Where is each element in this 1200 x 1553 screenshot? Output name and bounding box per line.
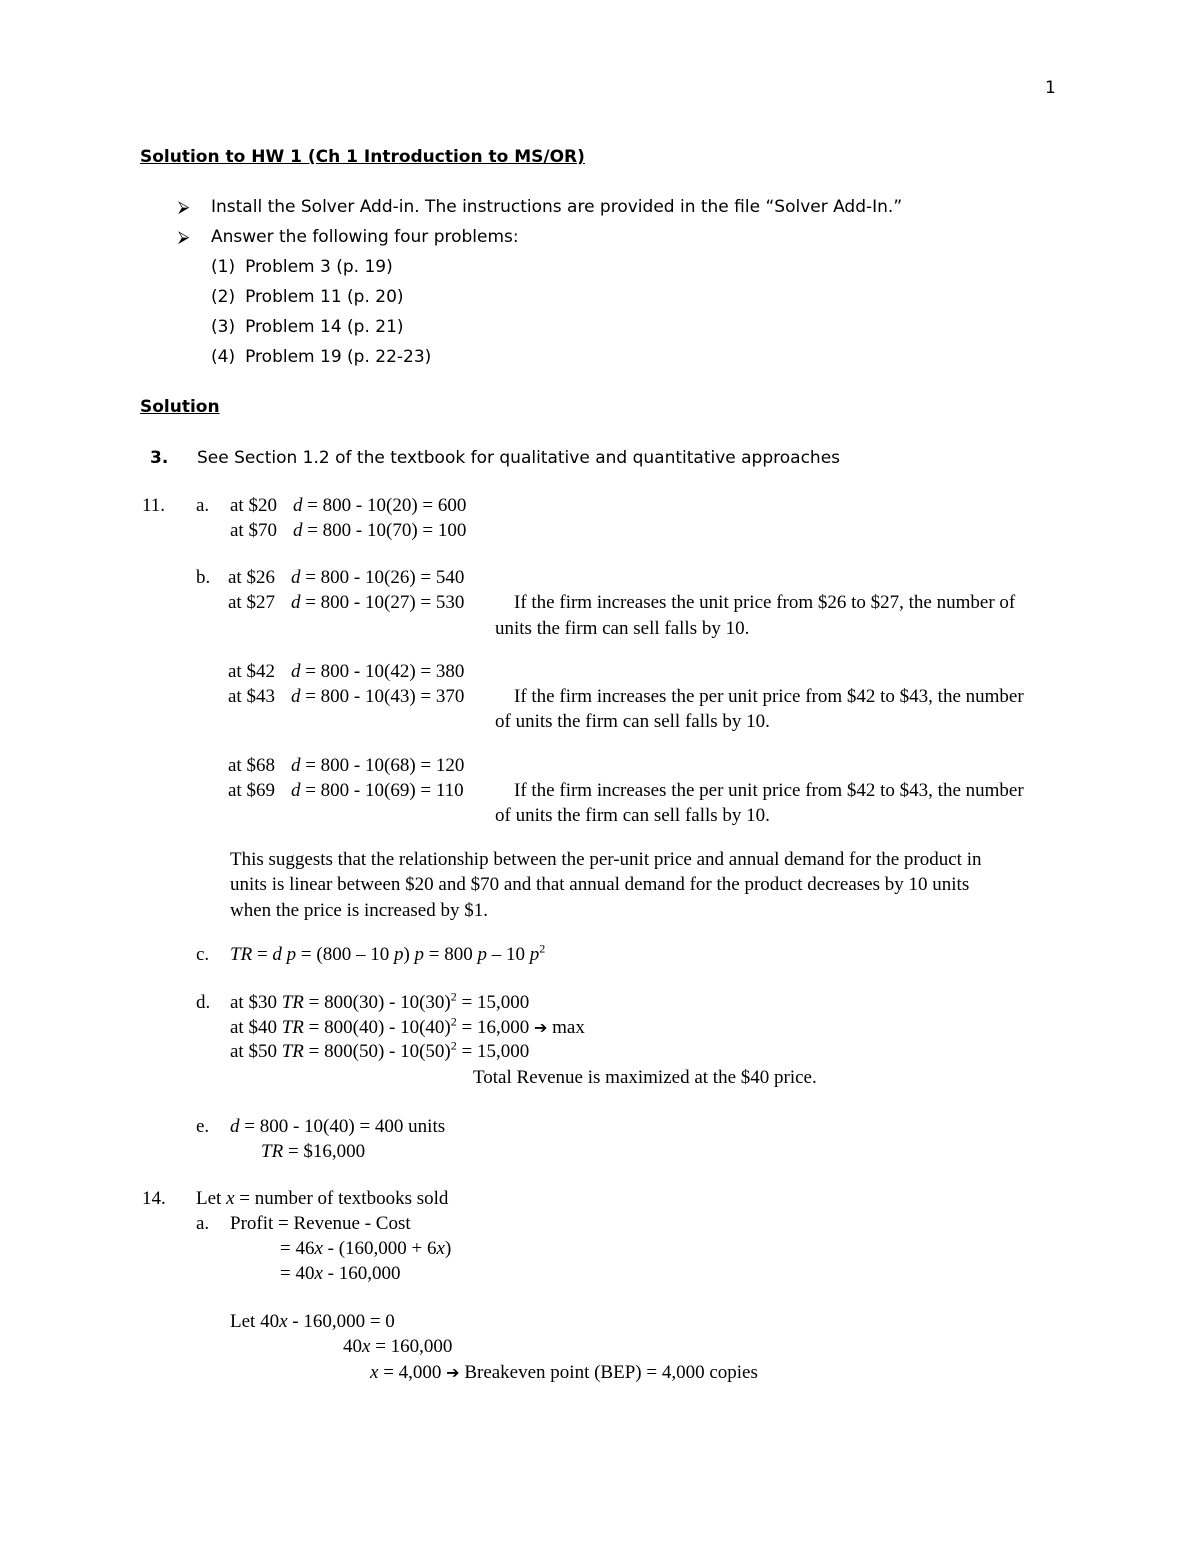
problem-list-item: (3) Problem 14 (p. 21) xyxy=(211,317,404,337)
revenue-conclusion: Total Revenue is maximized at the $40 price. xyxy=(473,1067,817,1088)
demand-line: at $68 d = 800 - 10(68) = 120 xyxy=(228,755,465,776)
profit-step: = 46x - (160,000 + 6x) xyxy=(280,1238,452,1259)
demand-line: at $42 d = 800 - 10(42) = 380 xyxy=(228,661,465,682)
summary-line: This suggests that the relationship between the per-unit price and annual demand for the product in xyxy=(230,849,982,870)
document-title: Solution to HW 1 (Ch 1 Introduction to MS/OR) xyxy=(140,147,585,167)
demand-line: at $26 d = 800 - 10(26) = 540 xyxy=(228,567,465,588)
part-label-e: e. xyxy=(196,1116,210,1137)
problem-3-answer: See Section 1.2 of the textbook for qualitative and quantitative approaches xyxy=(197,448,841,468)
demand-note: units the firm can sell falls by 10. xyxy=(495,618,750,639)
profit-step: = 40x - 160,000 xyxy=(280,1263,401,1284)
right-arrow-icon: ➔ xyxy=(446,1363,460,1382)
solution-heading: Solution xyxy=(140,397,220,417)
variable-definition: Let x = number of textbooks sold xyxy=(196,1188,449,1209)
demand-line: at $70 d = 800 - 10(70) = 100 xyxy=(230,520,467,541)
max-label: max xyxy=(552,1017,585,1038)
problem-14-number: 14. xyxy=(142,1188,166,1209)
part-label-d: d. xyxy=(196,992,211,1013)
problem-11-number: 11. xyxy=(142,495,166,516)
demand-note: If the firm increases the per unit price from $42 to $43, the number xyxy=(514,686,1024,707)
demand-note: of units the firm can sell falls by 10. xyxy=(495,711,770,732)
problem-list-item: (1) Problem 3 (p. 19) xyxy=(211,257,393,277)
demand-line: at $43 d = 800 - 10(43) = 370 xyxy=(228,686,465,707)
page-number: 1 xyxy=(1045,78,1056,98)
demand-line: at $69 d = 800 - 10(69) = 110 xyxy=(228,780,464,801)
demand-line: at $20 d = 800 - 10(20) = 600 xyxy=(230,495,467,516)
part-label-a: a. xyxy=(196,495,210,516)
profit-definition: Profit = Revenue - Cost xyxy=(230,1213,411,1234)
bullet-answer-problems: Answer the following four problems: xyxy=(211,227,519,247)
breakeven-result: x = 4,000 ➔ Breakeven point (BEP) = 4,000 copies xyxy=(370,1362,758,1383)
summary-line: when the price is increased by $1. xyxy=(230,900,488,921)
problem-list-item: (2) Problem 11 (p. 20) xyxy=(211,287,404,307)
revenue-line: at $50 TR = $800(50) - 10(50)^2 = 15,000$ xyxy=(230,1038,530,1062)
demand-note: of units the firm can sell falls by 10. xyxy=(495,805,770,826)
total-revenue-formula: TR = d p = (800 – 10 p) p = 800 p – 10 $p^2$ xyxy=(230,941,546,965)
breakeven-step: 40x = 160,000 xyxy=(343,1336,453,1357)
demand-line: at $27 d = 800 - 10(27) = 530 xyxy=(228,592,465,613)
part-label-a: a. xyxy=(196,1213,210,1234)
revenue-line: at $30 TR = $800(30) - 10(30)^2 = 15,000$ xyxy=(230,989,530,1013)
problem-3-number: 3. xyxy=(150,448,169,468)
summary-line: units is linear between $20 and $70 and that annual demand for the product decreases by 10 units xyxy=(230,874,970,895)
demand-at-40: d = 800 - 10(40) = 400 units xyxy=(230,1116,446,1137)
breakeven-equation: Let 40x - 160,000 = 0 xyxy=(230,1311,395,1332)
demand-note: If the firm increases the per unit price from $42 to $43, the number xyxy=(514,780,1024,801)
revenue-line: at $40 TR = $800(40) - 10(40)^2 = 16,000$ ➔ max xyxy=(230,1014,585,1038)
part-label-c: c. xyxy=(196,944,210,965)
right-arrow-icon: ➔ xyxy=(533,1018,548,1037)
arrow-bullet-icon: ⮚ xyxy=(178,197,190,216)
total-revenue-at-40: TR = $16,000 xyxy=(261,1141,366,1162)
bullet-install-solver: Install the Solver Add-in. The instructions are provided in the file “Solver Add-In.” xyxy=(211,197,903,217)
problem-list-item: (4) Problem 19 (p. 22-23) xyxy=(211,347,432,367)
demand-note: If the firm increases the unit price from $26 to $27, the number of xyxy=(514,592,1016,613)
arrow-bullet-icon: ⮚ xyxy=(178,227,190,246)
part-label-b: b. xyxy=(196,567,211,588)
